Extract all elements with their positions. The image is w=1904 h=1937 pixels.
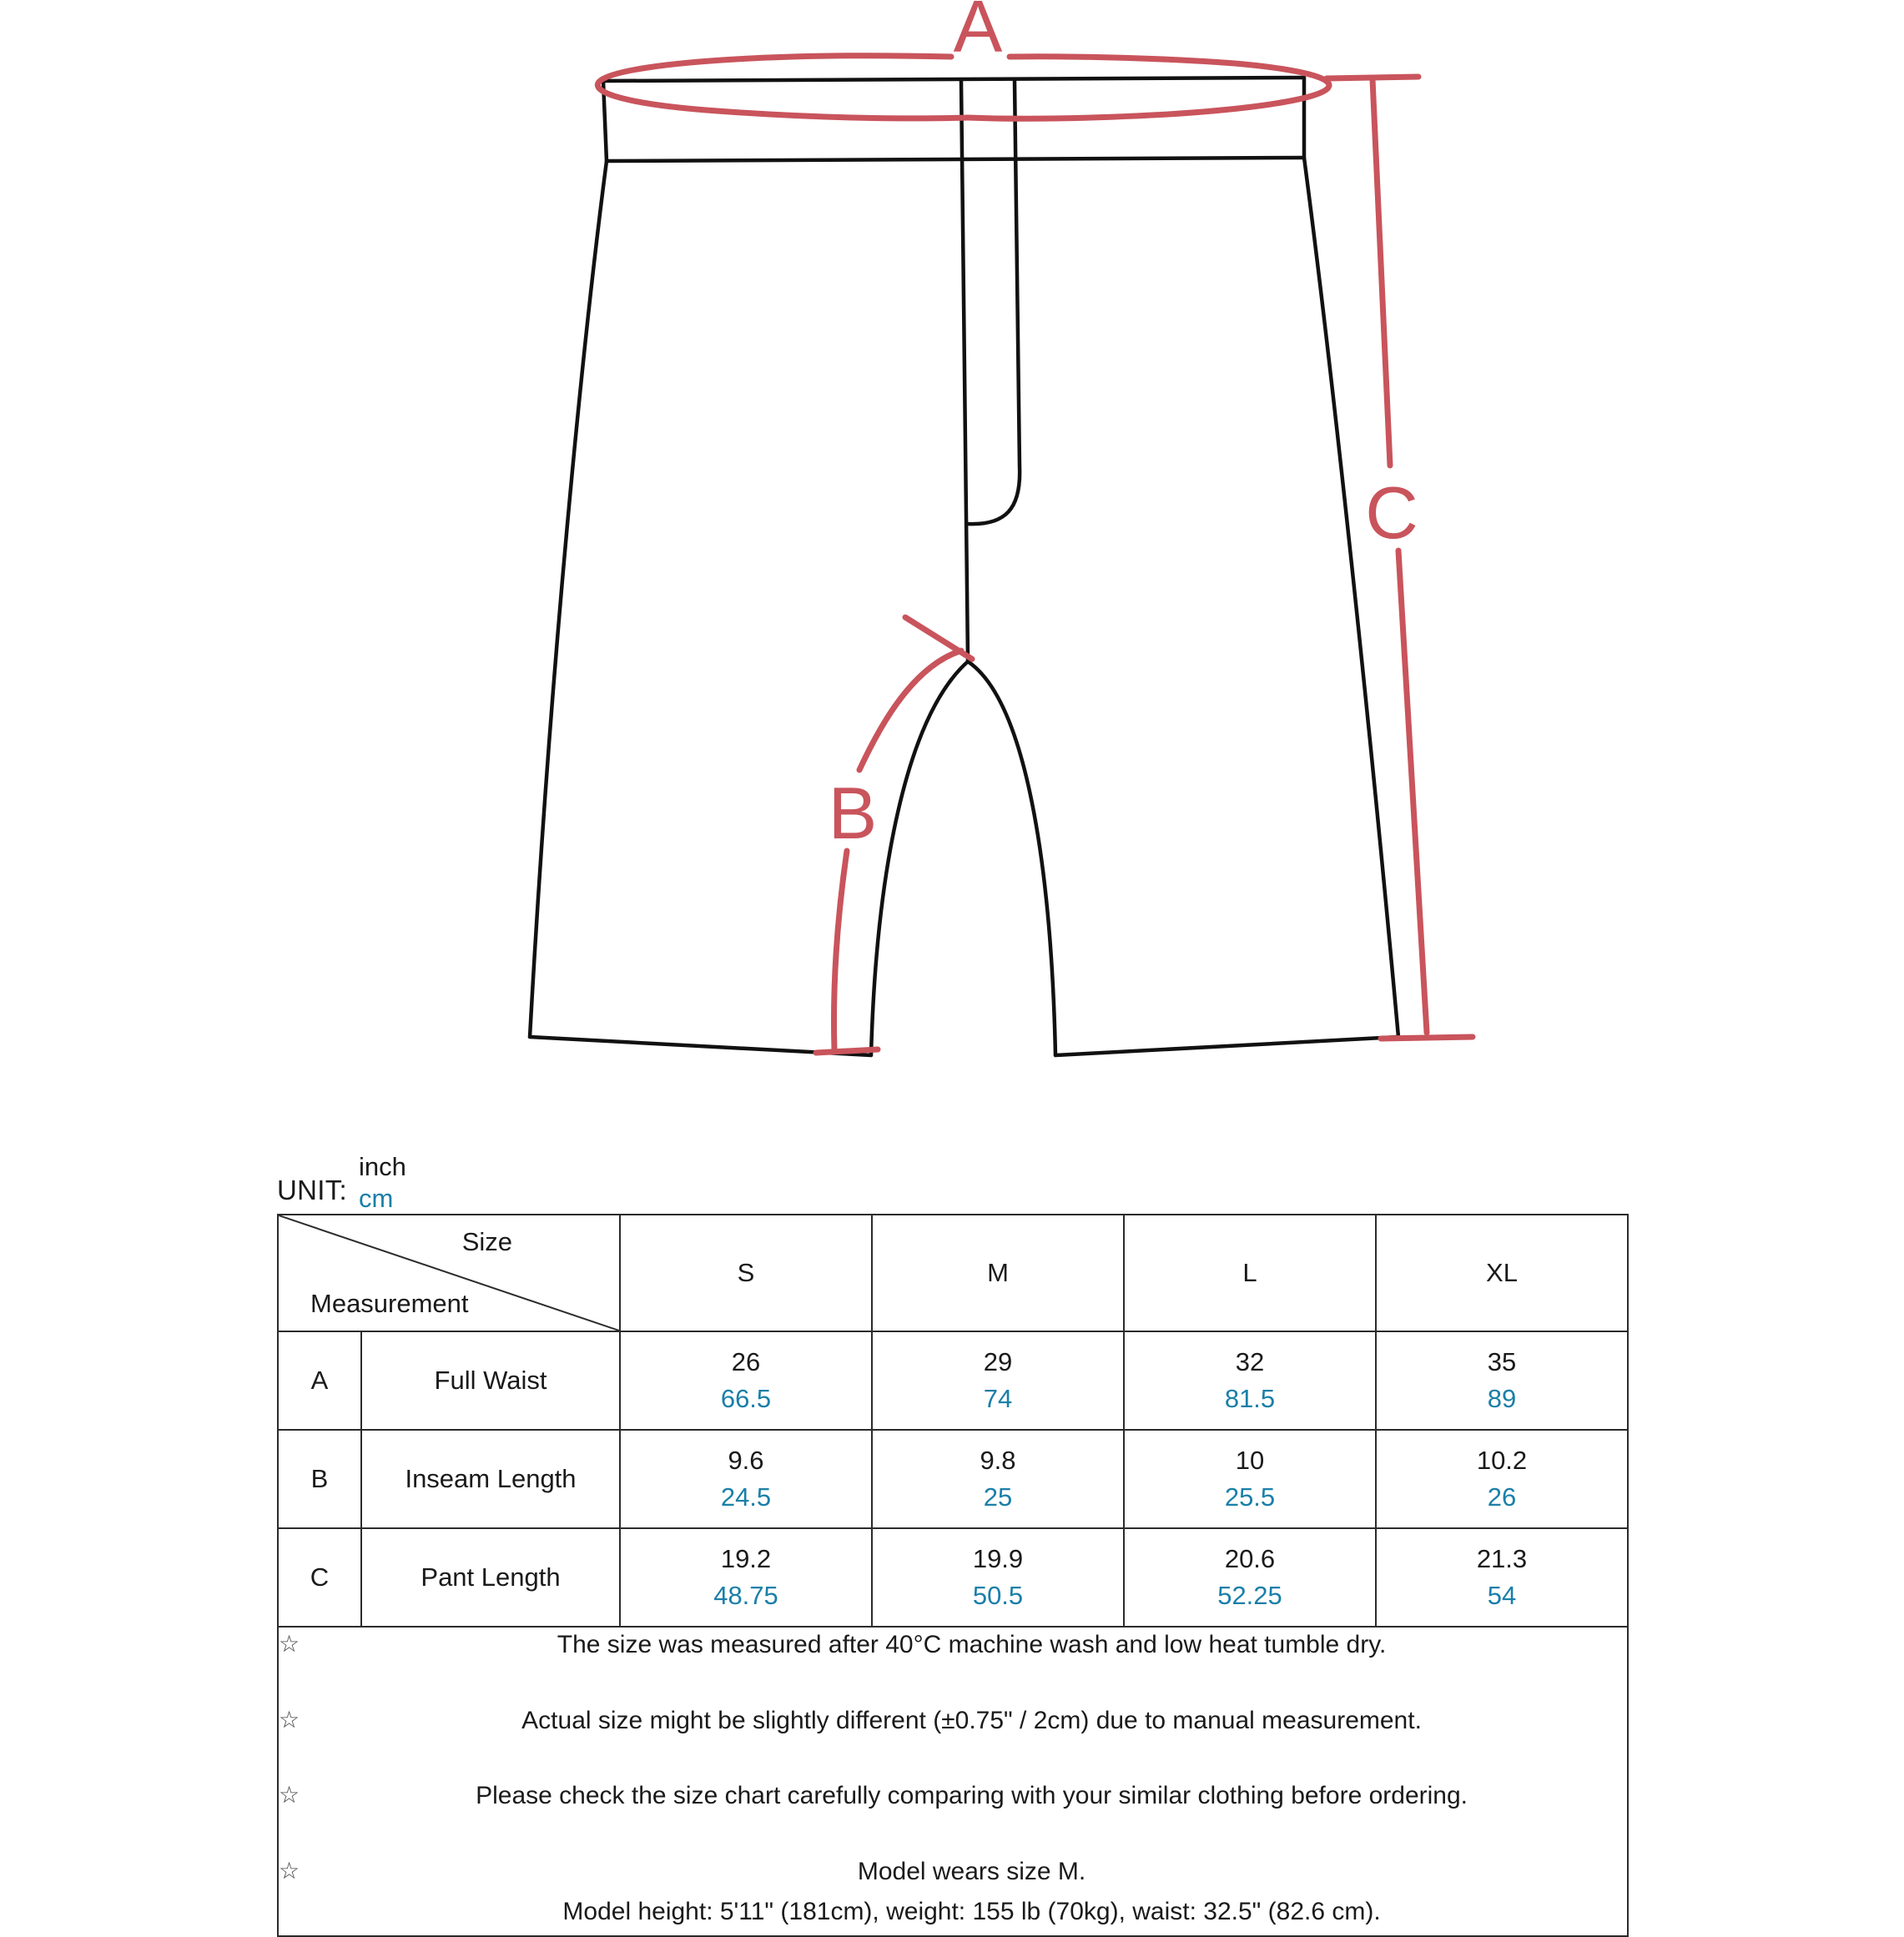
header-size-label: Size — [461, 1227, 512, 1256]
row-name-b: Inseam Length — [361, 1430, 620, 1528]
row-name-a: Full Waist — [361, 1331, 620, 1430]
value-cm: 54 — [1487, 1581, 1517, 1610]
value-inch: 19.9 — [972, 1543, 1024, 1573]
column-header-l: L — [1124, 1215, 1376, 1331]
unit-cm-label: cm — [359, 1183, 394, 1213]
cell-a-xl — [1376, 1331, 1628, 1430]
table-header-row — [278, 1215, 1628, 1331]
value-cm: 24.5 — [720, 1482, 772, 1512]
table-row — [278, 1430, 1628, 1528]
unit-stack — [359, 1151, 406, 1215]
list-item — [279, 1628, 1627, 1663]
row-name-c: Pant Length — [361, 1528, 620, 1627]
cell-a-l — [1124, 1331, 1376, 1430]
value-cm: 52.25 — [1217, 1581, 1282, 1610]
unit-inch-label: inch — [359, 1152, 406, 1181]
measure-b-bottom-cap — [816, 1049, 878, 1053]
list-item — [279, 1703, 1627, 1739]
size-chart-table-wrap — [277, 1214, 1627, 1937]
value-cm: 48.75 — [713, 1581, 778, 1610]
cell-c-l — [1124, 1528, 1376, 1627]
value-cm: 25 — [983, 1482, 1013, 1512]
measure-c-bottom-cap — [1381, 1037, 1473, 1039]
value-inch: 9.8 — [980, 1445, 1016, 1475]
header-measurement-label: Measurement — [310, 1289, 469, 1318]
note-text: The size was measured after 40°C machine wash and low heat tumble dry. — [557, 1631, 1387, 1658]
measure-b-curve-upper — [859, 651, 961, 770]
value-inch: 19.2 — [720, 1543, 772, 1573]
row-code-b: B — [278, 1430, 361, 1528]
waistband-top-edge — [603, 78, 1304, 81]
notes-list — [279, 1628, 1627, 1930]
star-icon: ☆ — [279, 1706, 300, 1733]
cell-c-xl — [1376, 1528, 1628, 1627]
measure-c-stem-upper — [1373, 79, 1390, 465]
fly-curve — [968, 81, 1020, 524]
unit-label: UNIT: — [277, 1175, 347, 1206]
cell-c-m — [872, 1528, 1124, 1627]
size-chart-table — [277, 1214, 1629, 1937]
notes-cell — [278, 1627, 1628, 1936]
note-text: Please check the size chart carefully comparing with your similar clothing before ordering. — [476, 1782, 1468, 1810]
value-cm: 74 — [983, 1384, 1013, 1413]
measure-c-stem-lower — [1398, 551, 1427, 1033]
center-front-seam — [961, 81, 968, 662]
value-inch: 32 — [1235, 1346, 1265, 1376]
waistband-bottom-edge — [607, 158, 1304, 161]
column-header-m: M — [872, 1215, 1124, 1331]
notes-row — [278, 1627, 1628, 1936]
value-inch: 9.6 — [728, 1445, 764, 1475]
star-icon: ☆ — [279, 1857, 300, 1884]
note-text-group — [316, 1854, 1627, 1930]
right-inseam — [968, 662, 1055, 1055]
value-inch: 21.3 — [1476, 1543, 1528, 1573]
measure-c-group — [1327, 77, 1473, 1039]
value-cm: 66.5 — [720, 1384, 772, 1413]
row-code-a: A — [278, 1331, 361, 1430]
value-cm: 25.5 — [1224, 1482, 1276, 1512]
value-inch: 10 — [1235, 1445, 1265, 1475]
unit-legend — [277, 1151, 406, 1215]
note-text: Actual size might be slightly different (±0.75" / 2cm) due to manual measurement. — [521, 1706, 1422, 1734]
table-row — [278, 1528, 1628, 1627]
right-hem — [1055, 1037, 1398, 1055]
header-corner-cell — [278, 1215, 620, 1331]
column-header-s: S — [620, 1215, 872, 1331]
column-header-xl: XL — [1376, 1215, 1628, 1331]
value-cm: 89 — [1487, 1384, 1517, 1413]
waist-ellipse-back — [968, 57, 1329, 118]
measure-c-label: C — [1365, 471, 1418, 554]
row-code-c: C — [278, 1528, 361, 1627]
cell-a-m — [872, 1331, 1124, 1430]
measure-a-group — [597, 0, 1329, 118]
list-item — [279, 1779, 1627, 1814]
note-subtext: Model height: 5'11" (181cm), weight: 155 lb (70kg), waist: 32.5" (82.6 cm). — [562, 1898, 1381, 1926]
measure-b-curve-lower — [834, 851, 847, 1049]
value-inch: 20.6 — [1224, 1543, 1276, 1573]
value-inch: 26 — [731, 1346, 761, 1376]
star-icon: ☆ — [279, 1631, 300, 1657]
waist-ellipse-front — [597, 56, 968, 118]
list-item — [279, 1854, 1627, 1930]
value-inch: 29 — [983, 1346, 1013, 1376]
right-outseam — [1304, 78, 1398, 1037]
value-inch: 10.2 — [1476, 1445, 1528, 1475]
note-text: Model wears size M. — [857, 1857, 1086, 1885]
table-row — [278, 1331, 1628, 1430]
value-cm: 26 — [1487, 1482, 1517, 1512]
cell-b-s — [620, 1430, 872, 1528]
value-cm: 81.5 — [1224, 1384, 1276, 1413]
measure-a-label: A — [953, 0, 1003, 68]
value-inch: 35 — [1487, 1346, 1517, 1376]
cell-b-m — [872, 1430, 1124, 1528]
left-outseam — [530, 81, 607, 1037]
cell-a-s — [620, 1331, 872, 1430]
cell-b-l — [1124, 1430, 1376, 1528]
star-icon: ☆ — [279, 1782, 300, 1809]
cell-b-xl — [1376, 1430, 1628, 1528]
measure-b-label: B — [828, 772, 878, 854]
cell-c-s — [620, 1528, 872, 1627]
value-cm: 50.5 — [972, 1581, 1024, 1610]
